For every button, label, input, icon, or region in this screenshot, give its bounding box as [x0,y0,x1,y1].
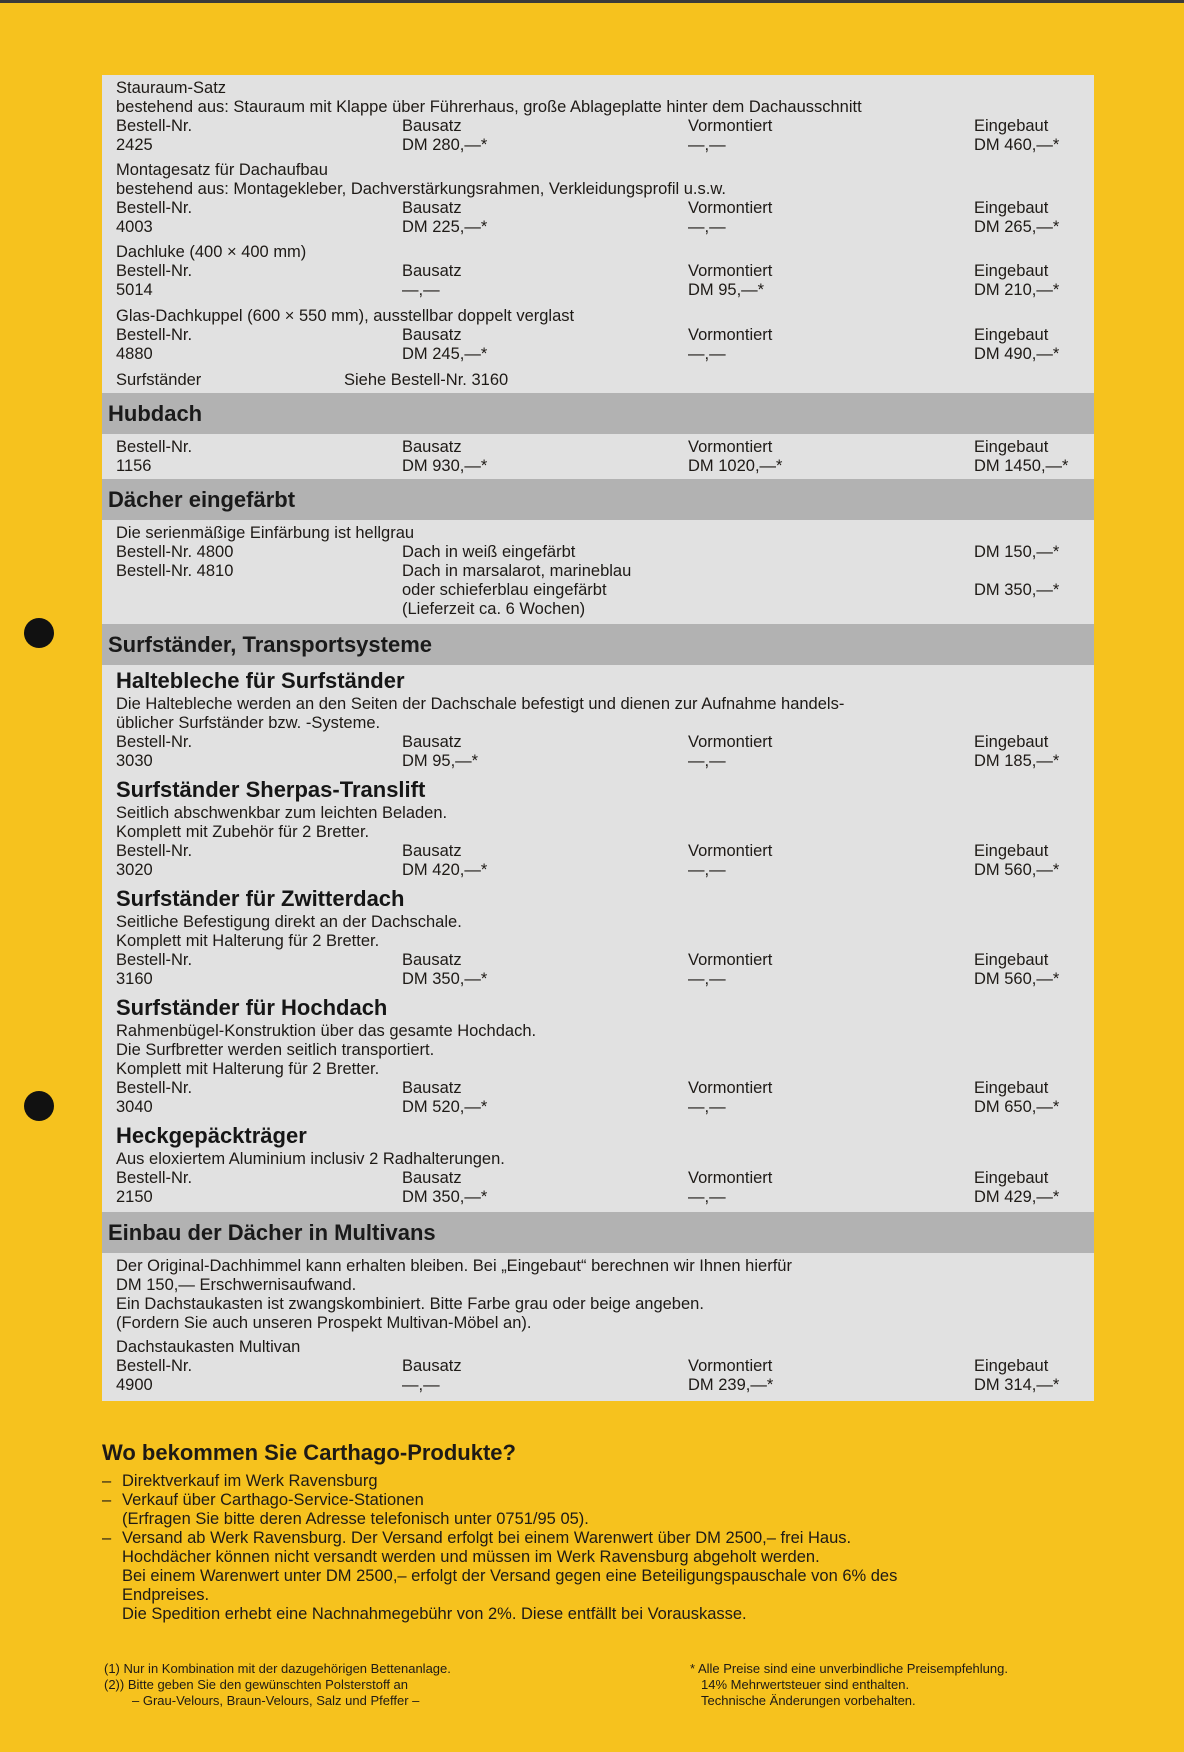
eingebaut-price: DM 265,—* [974,218,1060,236]
product-description: Seitliche Befestigung direkt an der Dachschale. [116,913,462,931]
eingebaut-price: DM 429,—* [974,1188,1060,1206]
vormontiert-price: —,— [688,752,726,770]
product-title: Surfständer Sherpas-Translift [116,777,426,802]
bausatz-label: Bausatz [402,117,462,135]
eingebaut-label: Eingebaut [974,1079,1049,1097]
order-number: Bestell-Nr. 4810 [116,562,234,580]
item-description: bestehend aus: Stauraum mit Klappe über Führerhaus, große Ablageplatte hinter dem Dachausschnitt [116,98,862,116]
bullet-dash: – [102,1472,112,1490]
reference-label: Surfständer [116,371,202,389]
eingebaut-label: Eingebaut [974,733,1049,751]
reference-text: Siehe Bestell-Nr. 3160 [344,371,509,389]
product-description: üblicher Surfständer bzw. -Systeme. [116,714,381,732]
vormontiert-label: Vormontiert [688,326,773,344]
vormontiert-label: Vormontiert [688,733,773,751]
einbau-text: (Fordern Sie auch unseren Prospekt Multivan-Möbel an). [116,1314,532,1332]
order-number: Bestell-Nr. 4800 [116,543,234,561]
bausatz-label: Bausatz [402,1079,462,1097]
order-number: 2425 [116,136,153,154]
vormontiert-price: —,— [688,136,726,154]
option-description: oder schieferblau eingefärbt [402,581,607,599]
bestell-label: Bestell-Nr. [116,1357,193,1375]
bausatz-label: Bausatz [402,199,462,217]
product-title: Haltebleche für Surfständer [116,668,405,693]
bausatz-label: Bausatz [402,842,462,860]
bausatz-price: DM 520,—* [402,1098,488,1116]
vormontiert-label: Vormontiert [688,262,773,280]
option-price: DM 350,—* [974,581,1060,599]
product-description: Komplett mit Zubehör für 2 Bretter. [116,823,370,841]
option-description: Dach in weiß eingefärbt [402,543,576,561]
item-title: Montagesatz für Dachaufbau [116,161,328,179]
eingebaut-price: DM 490,—* [974,345,1060,363]
product-title: Surfständer für Zwitterdach [116,886,405,911]
order-number: 4900 [116,1376,153,1394]
product-description: Komplett mit Halterung für 2 Bretter. [116,932,380,950]
order-number: 3160 [116,970,153,988]
eingebaut-label: Eingebaut [974,117,1049,135]
vormontiert-price: —,— [688,970,726,988]
option-description: (Lieferzeit ca. 6 Wochen) [402,600,586,618]
vormontiert-price: DM 239,—* [688,1376,774,1394]
bullet-text: Bei einem Warenwert unter DM 2500,– erfolgt der Versand gegen eine Beteiligungspauschale von 6% des [122,1567,898,1585]
section-header-einbau: Einbau der Dächer in Multivans [102,1212,1094,1253]
product-description: Rahmenbügel-Konstruktion über das gesamte Hochdach. [116,1022,537,1040]
product-description: Die Surfbretter werden seitlich transportiert. [116,1041,435,1059]
bestell-label: Bestell-Nr. [116,326,193,344]
bausatz-price: DM 280,—* [402,136,488,154]
bausatz-price: DM 245,—* [402,345,488,363]
bullet-dash: – [102,1529,112,1547]
eingebaut-label: Eingebaut [974,199,1049,217]
bestell-label: Bestell-Nr. [116,842,193,860]
product-title: Heckgepäckträger [116,1123,307,1148]
vormontiert-label: Vormontiert [688,1169,773,1187]
vormontiert-label: Vormontiert [688,438,773,456]
order-number: 5014 [116,281,153,299]
section-header-hubdach: Hubdach [102,393,1094,434]
bullet-text: Endpreises. [122,1586,210,1604]
vormontiert-label: Vormontiert [688,1079,773,1097]
top-edge-line [0,0,1184,3]
bullet-text: Verkauf über Carthago-Service-Stationen [122,1491,424,1509]
bestell-label: Bestell-Nr. [116,733,193,751]
vormontiert-price: DM 95,—* [688,281,765,299]
eingebaut-price: DM 314,—* [974,1376,1060,1394]
order-number: 4003 [116,218,153,236]
product-description: Komplett mit Halterung für 2 Bretter. [116,1060,380,1078]
einbau-text: DM 150,— Erschwernisaufwand. [116,1276,357,1294]
vormontiert-label: Vormontiert [688,842,773,860]
bestell-label: Bestell-Nr. [116,199,193,217]
where-to-buy-section [102,1439,1102,1629]
bullet-text: Direktverkauf im Werk Ravensburg [122,1472,378,1490]
bausatz-price: DM 225,—* [402,218,488,236]
bausatz-label: Bausatz [402,733,462,751]
bullet-text: Hochdächer können nicht versandt werden und müssen im Werk Ravensburg abgeholt werden. [122,1548,820,1566]
eingebaut-price: DM 560,—* [974,861,1060,879]
order-number: 3040 [116,1098,153,1116]
item-title: Stauraum-Satz [116,79,227,97]
bestell-label: Bestell-Nr. [116,951,193,969]
bullet-dash: – [102,1491,112,1509]
option-price: DM 150,—* [974,543,1060,561]
bestell-label: Bestell-Nr. [116,1079,193,1097]
eingebaut-label: Eingebaut [974,262,1049,280]
vormontiert-price: —,— [688,345,726,363]
bausatz-price: —,— [402,281,440,299]
punch-hole-icon [24,618,54,648]
vormontiert-price: —,— [688,1098,726,1116]
item-title: Dachstaukasten Multivan [116,1338,301,1356]
vormontiert-label: Vormontiert [688,199,773,217]
bausatz-label: Bausatz [402,1169,462,1187]
option-description: Dach in marsalarot, marineblau [402,562,632,580]
bausatz-label: Bausatz [402,262,462,280]
bausatz-label: Bausatz [402,951,462,969]
section-intro: Die serienmäßige Einfärbung ist hellgrau [116,524,415,542]
bestell-label: Bestell-Nr. [116,117,193,135]
bausatz-price: DM 350,—* [402,1188,488,1206]
price-note: Technische Änderungen vorbehalten. [701,1693,916,1708]
item-title: Dachluke (400 × 400 mm) [116,243,307,261]
vormontiert-price: DM 1020,—* [688,457,783,475]
order-number: 3030 [116,752,153,770]
footnote-2: (2)) Bitte geben Sie den gewünschten Polsterstoff an [104,1677,409,1692]
order-number: 4880 [116,345,153,363]
eingebaut-label: Eingebaut [974,438,1049,456]
eingebaut-label: Eingebaut [974,1169,1049,1187]
price-note: 14% Mehrwertsteuer sind enthalten. [701,1677,910,1692]
section-header-surf: Surfständer, Transportsysteme [102,624,1094,665]
price-note: * Alle Preise sind eine unverbindliche Preisempfehlung. [690,1661,1008,1676]
product-title: Surfständer für Hochdach [116,995,388,1020]
product-description: Seitlich abschwenkbar zum leichten Beladen. [116,804,448,822]
bausatz-price: DM 350,—* [402,970,488,988]
eingebaut-price: DM 1450,—* [974,457,1069,475]
punch-hole-icon [24,1091,54,1121]
vormontiert-label: Vormontiert [688,117,773,135]
section-header-daecher: Dächer eingefärbt [102,479,1094,520]
order-number: 1156 [116,457,152,475]
bestell-label: Bestell-Nr. [116,262,193,280]
item-description: bestehend aus: Montagekleber, Dachverstärkungsrahmen, Verkleidungsprofil u.s.w. [116,180,726,198]
eingebaut-price: DM 210,—* [974,281,1060,299]
product-description: Die Haltebleche werden an den Seiten der Dachschale befestigt und dienen zur Aufnahme handels- [116,695,845,713]
eingebaut-label: Eingebaut [974,951,1049,969]
where-to-buy-title: Wo bekommen Sie Carthago-Produkte? [102,1440,516,1465]
eingebaut-price: DM 560,—* [974,970,1060,988]
einbau-text: Ein Dachstaukasten ist zwangskombiniert. Bitte Farbe grau oder beige angeben. [116,1295,704,1313]
item-title: Glas-Dachkuppel (600 × 550 mm), ausstellbar doppelt verglast [116,307,575,325]
bausatz-label: Bausatz [402,438,462,456]
einbau-text: Der Original-Dachhimmel kann erhalten bleiben. Bei „Eingebaut“ berechnen wir Ihnen hierfür [116,1257,792,1275]
eingebaut-price: DM 460,—* [974,136,1060,154]
vormontiert-price: —,— [688,1188,726,1206]
bausatz-label: Bausatz [402,1357,462,1375]
bullet-text: Versand ab Werk Ravensburg. Der Versand erfolgt bei einem Warenwert über DM 2500,– frei Haus. [122,1529,852,1547]
eingebaut-price: DM 650,—* [974,1098,1060,1116]
vormontiert-price: —,— [688,861,726,879]
bausatz-label: Bausatz [402,326,462,344]
price-list-panel [102,75,1094,1401]
bausatz-price: DM 420,—* [402,861,488,879]
bullet-text: Die Spedition erhebt eine Nachnahmegebühr von 2%. Diese entfällt bei Vorauskasse. [122,1605,747,1623]
bausatz-price: —,— [402,1376,440,1394]
eingebaut-price: DM 185,—* [974,752,1060,770]
footnote-1: (1) Nur in Kombination mit der dazugehörigen Bettenanlage. [104,1661,451,1676]
product-description: Aus eloxiertem Aluminium inclusiv 2 Radhalterungen. [116,1150,505,1168]
order-number: 3020 [116,861,153,879]
vormontiert-price: —,— [688,218,726,236]
eingebaut-label: Eingebaut [974,1357,1049,1375]
order-number: 2150 [116,1188,153,1206]
vormontiert-label: Vormontiert [688,951,773,969]
bausatz-price: DM 95,—* [402,752,479,770]
bausatz-price: DM 930,—* [402,457,488,475]
bestell-label: Bestell-Nr. [116,438,193,456]
eingebaut-label: Eingebaut [974,842,1049,860]
eingebaut-label: Eingebaut [974,326,1049,344]
bestell-label: Bestell-Nr. [116,1169,193,1187]
footnote-2-detail: – Grau-Velours, Braun-Velours, Salz und Pfeffer – [132,1693,420,1708]
vormontiert-label: Vormontiert [688,1357,773,1375]
bullet-text: (Erfragen Sie bitte deren Adresse telefonisch unter 0751/95 05). [122,1510,589,1528]
